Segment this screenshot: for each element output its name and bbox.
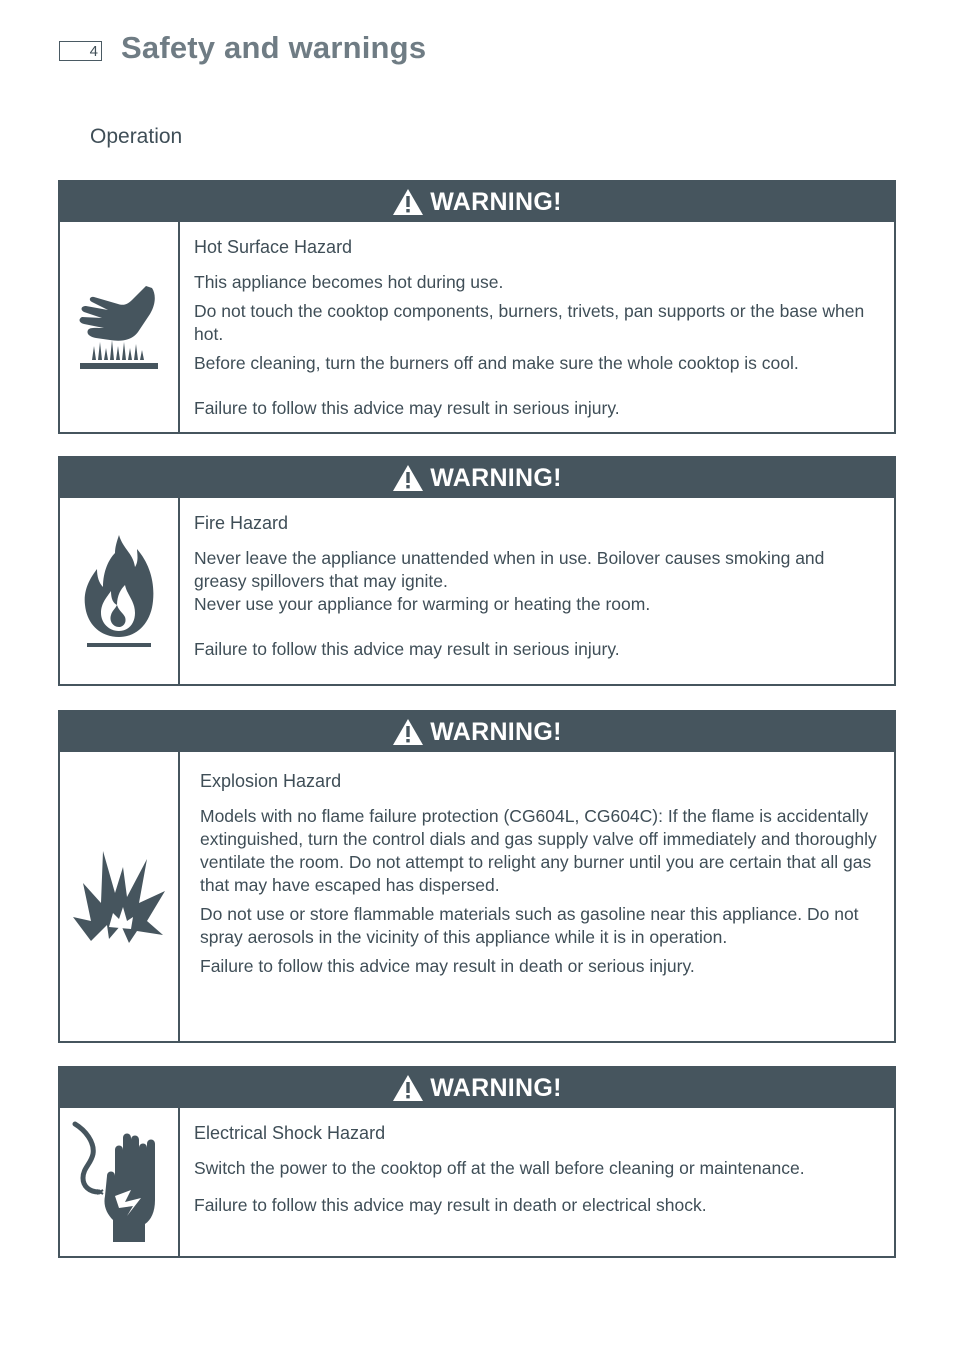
warning-header-label: WARNING! bbox=[430, 187, 562, 216]
warning-paragraph: Failure to follow this advice may result in death or serious injury. bbox=[200, 956, 695, 976]
warning-paragraph: Before cleaning, turn the burners off and make sure the whole cooktop is cool. bbox=[194, 353, 799, 373]
hazard-icon-cell bbox=[60, 222, 180, 432]
warning-triangle-icon bbox=[392, 718, 424, 746]
warning-header-label: WARNING! bbox=[430, 1073, 562, 1102]
warning-paragraph: Failure to follow this advice may result in death or electrical shock. bbox=[194, 1195, 707, 1215]
hazard-title: Fire Hazard bbox=[194, 513, 289, 533]
warning-content bbox=[180, 752, 894, 1041]
section-title: Operation bbox=[90, 125, 183, 148]
warning-paragraph: Never use your appliance for warming or heating the room. bbox=[194, 594, 651, 614]
warning-triangle-icon bbox=[392, 464, 424, 492]
warning-consequence: Failure to follow this advice may result in serious injury. bbox=[194, 398, 620, 418]
hazard-icon-cell bbox=[60, 1108, 180, 1256]
hazard-title: Electrical Shock Hazard bbox=[194, 1123, 386, 1143]
warning-triangle-icon bbox=[392, 1074, 424, 1102]
warning-consequence: Failure to follow this advice may result in serious injury. bbox=[194, 639, 620, 659]
warning-content bbox=[180, 222, 894, 432]
warning-header bbox=[60, 182, 894, 222]
warning-content bbox=[180, 498, 894, 684]
warning-paragraph: Models with no flame failure protection (CG604L, CG604C): If the flame is accidentally extinguished, turn the control dials and gas supply valve off immediately and thoroughly ventilate the room. Do not attempt to relight any burner until you are certain that all gas that may have escaped has dispersed. bbox=[200, 806, 877, 895]
electric-shock-hand-icon bbox=[69, 1120, 169, 1244]
warning-triangle-icon bbox=[392, 188, 424, 216]
page-number: 4 bbox=[59, 41, 102, 61]
warning-header-label: WARNING! bbox=[430, 463, 562, 492]
warning-header-label: WARNING! bbox=[430, 717, 562, 746]
warning-paragraph: Do not use or store flammable materials such as gasoline near this appliance. Do not spray aerosols in the vicinity of this appliance while it is in operation. bbox=[200, 904, 859, 947]
warning-box-hot-surface bbox=[58, 180, 896, 434]
warning-box-explosion bbox=[58, 710, 896, 1043]
page-title: Safety and warnings bbox=[121, 30, 427, 65]
warning-header bbox=[60, 712, 894, 752]
warning-paragraph: Do not touch the cooktop components, burners, trivets, pan supports or the base when hot. bbox=[194, 301, 865, 344]
warning-content bbox=[180, 1108, 894, 1256]
hazard-title: Explosion Hazard bbox=[200, 771, 342, 791]
warning-paragraph: Switch the power to the cooktop off at the wall before cleaning or maintenance. bbox=[194, 1158, 805, 1178]
hazard-icon-cell bbox=[60, 498, 180, 684]
warning-paragraph: This appliance becomes hot during use. bbox=[194, 272, 504, 292]
warning-box-electrical-shock bbox=[58, 1066, 896, 1258]
hazard-title: Hot Surface Hazard bbox=[194, 237, 353, 257]
warning-paragraph: Never leave the appliance unattended when in use. Boilover causes smoking and greasy spillovers that may ignite. bbox=[194, 548, 825, 591]
fire-flame-icon bbox=[79, 531, 159, 651]
warning-box-fire bbox=[58, 456, 896, 686]
hazard-icon-cell bbox=[60, 752, 180, 1041]
warning-header bbox=[60, 458, 894, 498]
hot-surface-hand-icon bbox=[74, 280, 164, 375]
explosion-icon bbox=[69, 847, 169, 947]
warning-header bbox=[60, 1068, 894, 1108]
